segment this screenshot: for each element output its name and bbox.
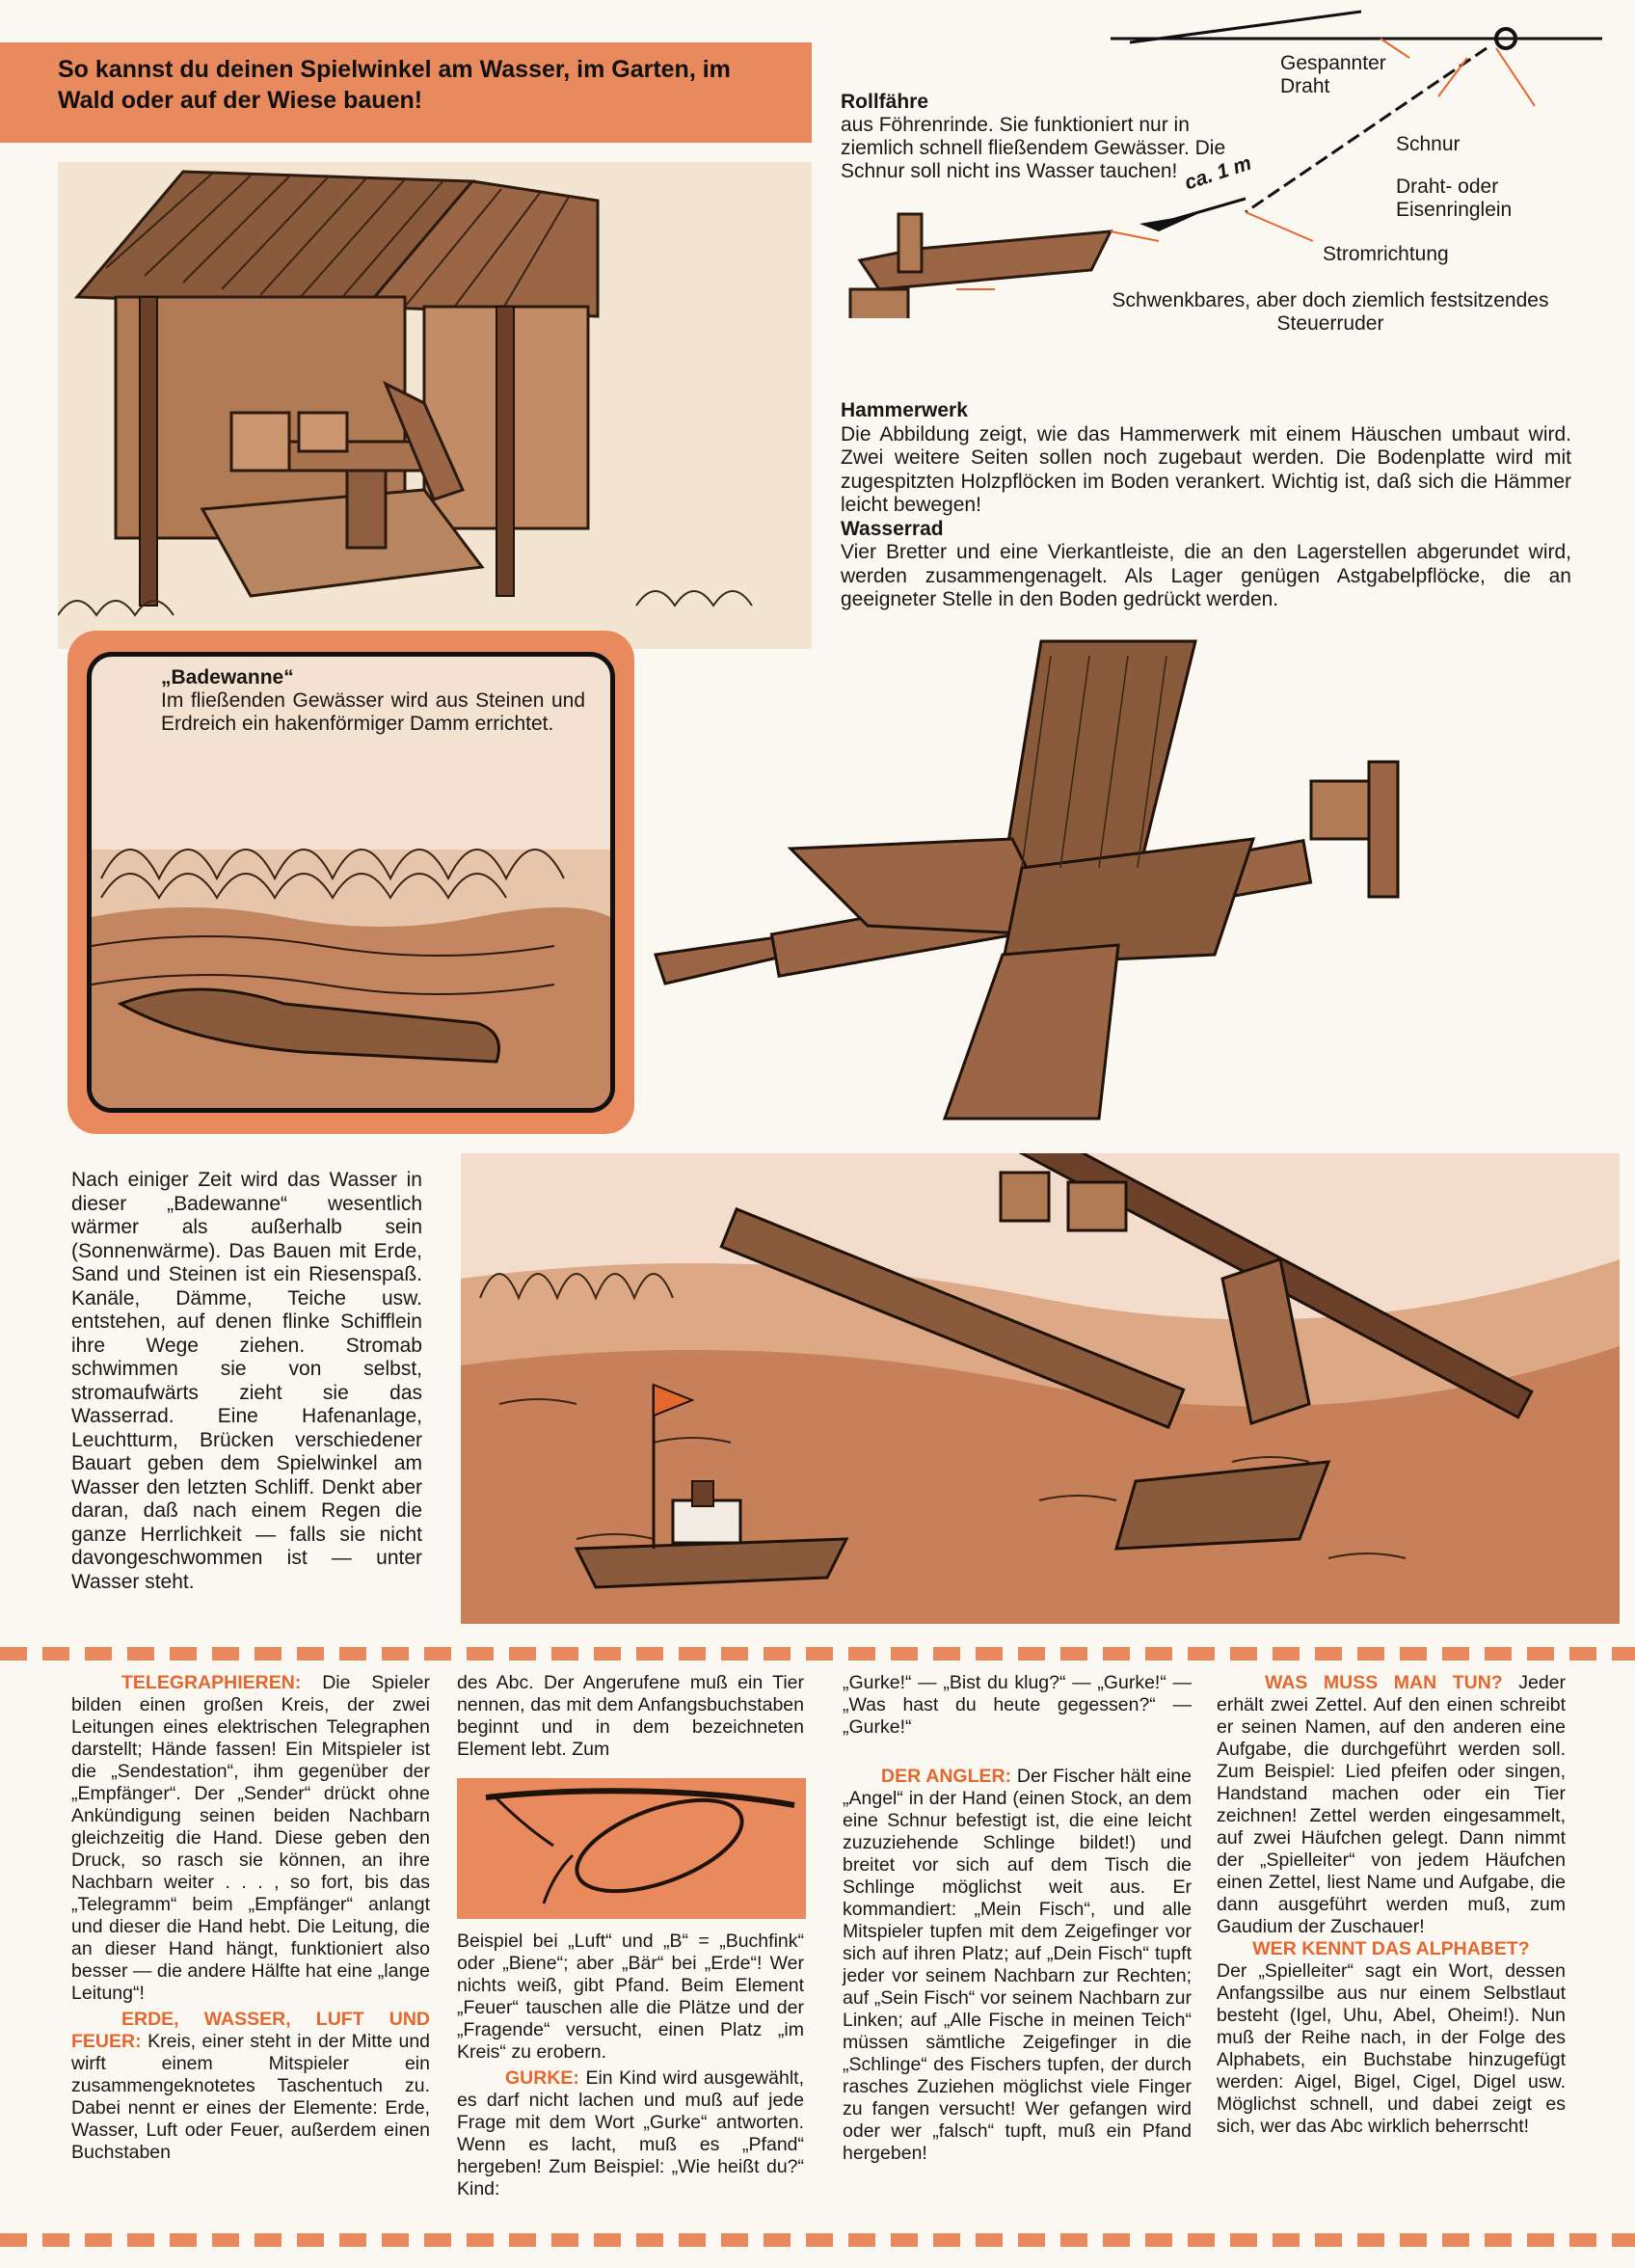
alpha-text: Der „Spielleiter“ sagt ein Wort, dessen Anfangssilbe aus nur einem Selbstlaut besteht (Igel, Uhu, Abel, Oheim!). Nun muß der Reihe nach, in der Folge des Alphabets, ein Buchstabe hinzugefügt werden: Aigel, Bigel, Cigel, Digel usw. Möglichst schnell, und dabei zeigt es sich, wer das Abc wirklich beherrscht! <box>1217 1960 1566 2137</box>
erde-text: Kreis, einer steht in der Mitte und wirft einem Mitspieler ein zusammengeknotetes Taschentuch zu. Dabei nennt er eines der Elemente: Erde, Wasser, Luft oder Feuer, außerdem einen Buchstaben <box>71 2031 431 2163</box>
hammerwerk-text: Die Abbildung zeigt, wie das Hammerwerk mit einem Häuschen umbaut wird. Zwei weitere Seiten sollen noch zugebaut werden. Die Bodenplatte wird mit zugespitzten Holzpflöcken im Boden verankert. Wichtig ist, daß sich die Hämmer leicht bewegen! <box>841 422 1571 516</box>
games-col-3 <box>843 1672 1192 2165</box>
games-col-2b <box>457 1930 804 2200</box>
separator-bottom <box>0 2233 1635 2247</box>
headline-banner <box>0 42 812 143</box>
telegraph-text: Die Spieler bilden einen großen Kreis, der zwei Leitungen eines elektrischen Telegraphen darstellt; Hände fassen! Ein Mitspieler ist die „Sendestation“, ihm gegenüber der „Empfänger“. Der „Sender“ drückt ohne Ankündigung seinen beiden Nachbarn gleichzeitig die Hand. Diese geben den Druck, so rasch sie können, an ihre Nachbarn weiter . . . , so fort, bis das „Telegramm“ beim „Empfänger“ anlangt und dieser die Hand hebt. Die Leitung, die an dieser Hand hängt, funktioniert also besser — die andere Hälfte hat eine „lange Leitung“! <box>71 1672 430 2004</box>
col3-top: „Gurke!“ — „Bist du klug?“ — „Gurke!“ — „Was hast du heute gegessen?“ — „Gurke!“ <box>843 1672 1192 1738</box>
headline: So kannst du deinen Spielwinkel am Wasser, im Garten, im Wald oder auf der Wiese bauen! <box>58 56 731 114</box>
hammerwerk-section <box>841 399 1571 612</box>
game-angler <box>843 1766 1192 2165</box>
angler-title: DER ANGLER: <box>881 1766 1012 1787</box>
game-telegraph <box>71 1672 430 2005</box>
badewanne-text <box>161 666 585 736</box>
wasserrad-title: Wasserrad <box>841 517 944 540</box>
label-ca: ca. 1 m <box>1182 151 1254 195</box>
games-col-2 <box>457 1672 804 1761</box>
alpha-title: WER KENNT DAS ALPHABET? <box>1252 1938 1530 1959</box>
hammerwerk-title: Hammerwerk <box>841 399 968 421</box>
hut-illustration <box>58 162 812 649</box>
label-draht: Gespannter Draht <box>1280 52 1386 97</box>
games-col-4 <box>1217 1672 1566 2138</box>
wasserrad-illustration <box>636 617 1600 1138</box>
muss-text: Jeder erhält zwei Zettel. Auf den einen schreibt er seinen Namen, auf den anderen eine Aufgabe, die durchgeführt werden soll. Zum Beispiel: Lied pfeifen oder singen, Handstand machen oder ein Tier zeichnen! Zettel werden eingesammelt, auf zwei Häufchen gelegt. Dann nimmt der „Spielleiter“ von jedem Häufchen einen Zettel, liest Name und Aufgabe, die dann ausgeführt werden muß, zum Gaudium der Zuschauer! <box>1217 1672 1566 1937</box>
separator-top <box>0 1647 1635 1660</box>
muss-title: WAS MUSS MAN TUN? <box>1265 1672 1503 1693</box>
badewanne-title: „Badewanne“ <box>161 666 294 688</box>
angler-text: Der Fischer hält eine „Angel“ in der Hand (einen Stock, an dem eine Schnur befestigt ist, die eine leicht zuzuziehende Schlinge bildet!) und breitet vor sich auf dem Tisch die Schlinge möglichst weit aus. Er kommandiert: „Mein Fisch“, und alle Mitspieler tupfen mit dem Zeigefinger vor sich auf ihren Platz; auf „Dein Fisch“ tupft jeder vor seinem Nachbarn zur Rechten; auf „Sein Fisch“ vor seinem Nachbarn zur Linken; auf „Alle Fische in meinen Teich“ müssen sämtliche Zeigefinger in die „Schlinge“ des Fischers tupfen, der durch rasches Zuziehen möglichst viele Finger zu fangen versucht! Wer gefangen wird oder wer „falsch“ tupft, muß ein Pfand hergeben! <box>843 1766 1192 2164</box>
gurke-text: Ein Kind wird ausgewählt, es darf nicht lachen und muß auf jede Frage mit dem Wort „Gurke“ antworten. Wenn es lacht, muß es „Pfand“ hergeben! Zum Beispiel: „Wie heißt du?“ Kind: <box>457 2067 804 2200</box>
badewanne-body: Im fließenden Gewässer wird aus Steinen und Erdreich ein hakenförmiger Damm errichtet. <box>161 689 585 735</box>
label-schnur: Schnur <box>1396 133 1461 155</box>
games-col-1 <box>71 1672 430 2164</box>
label-strom: Stromrichtung <box>1323 243 1449 265</box>
bauen-text: Nach einiger Zeit wird das Wasser in dieser „Badewanne“ wesentlich wärmer als außerhalb sein (Sonnenwärme). Das Bauen mit Erde, Sand und Steinen ist ein Riesenspaß. Kanäle, Dämme, Teiche usw. entstehen, auf denen flinke Schifflein ihre Wege ziehen. Stromab schwimmen sie von selbst, stromaufwärts zieht sie das Wasserrad. Eine Hafenanlage, Leuchtturm, Brücken verschiedener Bauart geben dem Spielwinkel am Wasser den letzten Schliff. Denkt aber daran, daß nach einem Regen die ganze Herrlichkeit — falls sie nicht davongeschwommen ist — unter Wasser steht. <box>71 1169 422 1593</box>
telegraph-title: TELEGRAPHIEREN: <box>121 1672 302 1693</box>
label-ring: Draht- oder Eisenringlein <box>1396 176 1513 221</box>
game-erde <box>71 2009 430 2164</box>
gurke-title: GURKE: <box>505 2067 579 2089</box>
wasserrad-text: Vier Bretter und eine Vierkantleiste, die an den Lagerstellen abgerundet wird, werden zusammengenagelt. Als Lager genügen Astgabelpflöcke, die an geeigneter Stelle in den Boden gedrückt werden. <box>841 541 1571 610</box>
rope-illustration <box>457 1778 806 1919</box>
stream-illustration <box>461 1153 1620 1624</box>
game-muss <box>1217 1672 1566 1938</box>
badewanne-illustration <box>87 652 615 1113</box>
game-gurke <box>457 2067 804 2200</box>
col2-bottom: Beispiel bei „Luft“ und „B“ = „Buchfink“ oder „Biene“; aber „Bär“ bei „Erde“! Wer nichts weiß, gibt Pfand. Beim Element „Feuer“ tauschen alle die Plätze und der „Fragende“ versucht, einen Platz „im Kreis“ zu erobern. <box>457 1930 804 2063</box>
label-ruder: Schwenkbares, aber doch ziemlich festsitzendes Steuerruder <box>1112 289 1549 335</box>
erde-title: ERDE, WASSER, LUFT UND FEUER: <box>71 2009 430 2052</box>
rollfaehre-body: aus Föhrenrinde. Sie funktioniert nur in ziemlich schnell fließendem Gewässer. Die Schnur soll nicht ins Wasser tauchen! <box>841 114 1226 182</box>
col2-top: des Abc. Der Angerufene muß ein Tier nennen, das mit dem Anfangsbuchstaben beginnt und in dem bezeichneten Element lebt. Zum <box>457 1672 804 1760</box>
rollfaehre-title: Rollfähre <box>841 91 929 113</box>
